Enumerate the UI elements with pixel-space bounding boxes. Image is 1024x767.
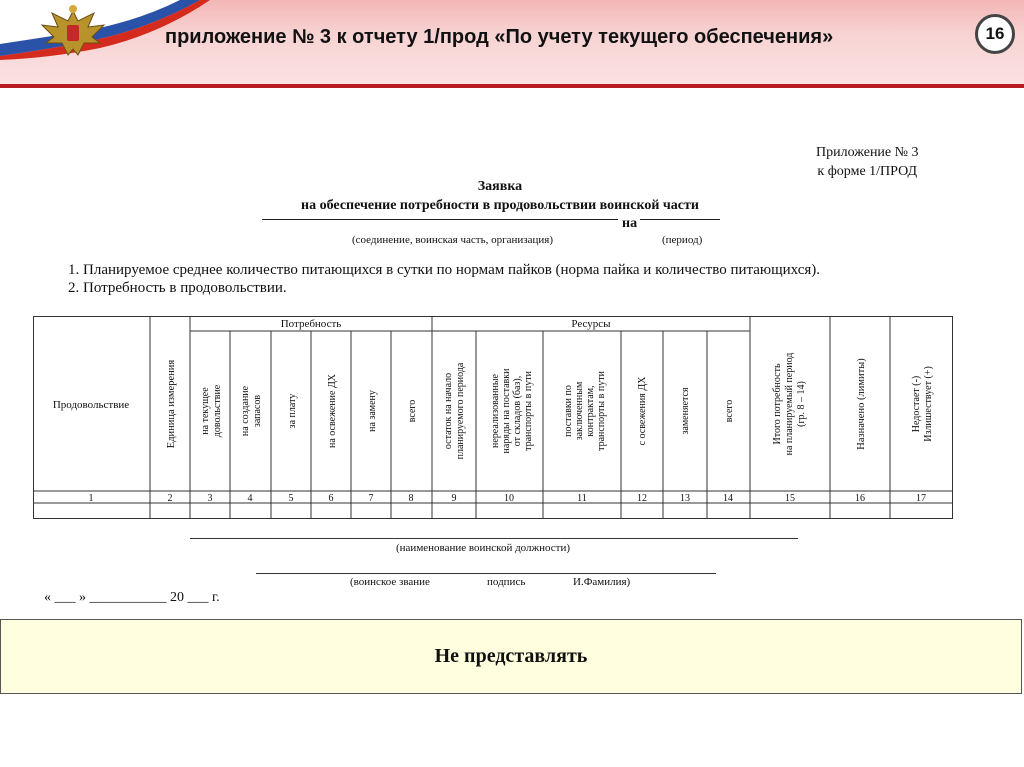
- col-number: 13: [680, 493, 690, 504]
- col-header-unit: Единица измерения: [166, 359, 177, 449]
- group-header-resources: Ресурсы: [571, 318, 611, 330]
- col-header-res-replaced: заменяется: [680, 387, 691, 435]
- col-number: 3: [207, 493, 213, 504]
- document-scan: [0, 88, 1024, 618]
- col-number: 1: [88, 493, 94, 504]
- col-header-res-total: всего: [724, 399, 735, 423]
- col-header-need-current: на текущеедовольствие: [200, 384, 223, 438]
- name-caption: И.Фамилия): [573, 576, 631, 588]
- col-header-res-contracts: поставки позаключеннымконтрактам,транспорты в пути: [563, 371, 607, 451]
- appendix-label: [816, 143, 919, 181]
- appendix-line-2: к форме 1/ПРОД: [817, 164, 918, 179]
- col-number: 5: [288, 493, 294, 504]
- col-number: 16: [855, 493, 865, 504]
- col-header-need-refresh: на освежение ДХ: [327, 374, 338, 448]
- position-signature-line: [190, 538, 798, 539]
- period-caption: (период): [662, 234, 703, 246]
- col-number: 6: [328, 493, 334, 504]
- slide-title: приложение № 3 к отчету 1/прод «По учету текущего обеспечения»: [165, 26, 834, 48]
- date-line: « ___ » ___________ 20 ___ г.: [44, 590, 220, 605]
- col-number: 12: [637, 493, 647, 504]
- slide-header: [0, 0, 1024, 86]
- col-header-res-refresh: с освежения ДХ: [637, 376, 648, 446]
- notice-text: Не представлять: [434, 645, 588, 667]
- column-number-row: [89, 493, 927, 504]
- document-subtitle: на обеспечение потребности в продовольствии воинской части: [301, 198, 699, 213]
- notice-box: [0, 619, 1022, 694]
- col-header-res-orders: нереализованныенаряды на поставкиот складов (баз),транспорты в пути: [490, 368, 534, 454]
- list-item-2: 2. Потребность в продовольствии.: [68, 280, 287, 296]
- unit-blank-line: [262, 219, 618, 220]
- col-header-need-paid: за плату: [287, 393, 298, 429]
- rank-signature-line: [256, 573, 716, 574]
- col-header-food: Продовольствие: [52, 399, 130, 411]
- col-header-total-need: Итого потребностьна планируемый период(гр. 8 – 14): [772, 352, 807, 456]
- period-blank-line: [640, 219, 720, 220]
- col-number: 11: [577, 493, 587, 504]
- document-title: Заявка: [477, 179, 523, 194]
- group-header-need: Потребность: [280, 318, 342, 330]
- page-number-badge: 16: [975, 14, 1015, 54]
- list-item-1: 1. Планируемое среднее количество питающихся в сутки по нормам пайков (норма пайка и количество питающихся).: [68, 262, 821, 278]
- col-header-need-stock: на созданиезапасов: [240, 385, 263, 437]
- requisition-table: [33, 316, 953, 519]
- col-header-res-balance: остаток на началопланируемого периода: [443, 362, 466, 460]
- col-number: 10: [504, 493, 514, 504]
- unit-caption: (соединение, воинская часть, организация): [352, 234, 553, 246]
- col-number: 8: [408, 493, 414, 504]
- col-header-need-total: всего: [407, 399, 418, 423]
- signature-caption: подпись: [487, 576, 526, 588]
- col-number: 9: [451, 493, 457, 504]
- double-headed-eagle-icon: [34, 3, 112, 65]
- na-label: на: [622, 216, 638, 231]
- col-header-balance: Недостает (-)Излишествует (+): [911, 366, 934, 442]
- position-caption: (наименование воинской должности): [396, 542, 571, 554]
- col-number: 7: [368, 493, 374, 504]
- col-number: 14: [723, 493, 733, 504]
- col-header-need-replace: на замену: [367, 390, 378, 432]
- col-number: 4: [247, 493, 253, 504]
- rank-caption: (воинское звание: [350, 576, 430, 588]
- col-number: 15: [785, 493, 795, 504]
- appendix-line-1: Приложение № 3: [816, 145, 919, 160]
- col-header-assigned: Назначено (лимиты): [856, 358, 867, 450]
- col-number: 2: [167, 493, 173, 504]
- col-number: 17: [916, 493, 926, 504]
